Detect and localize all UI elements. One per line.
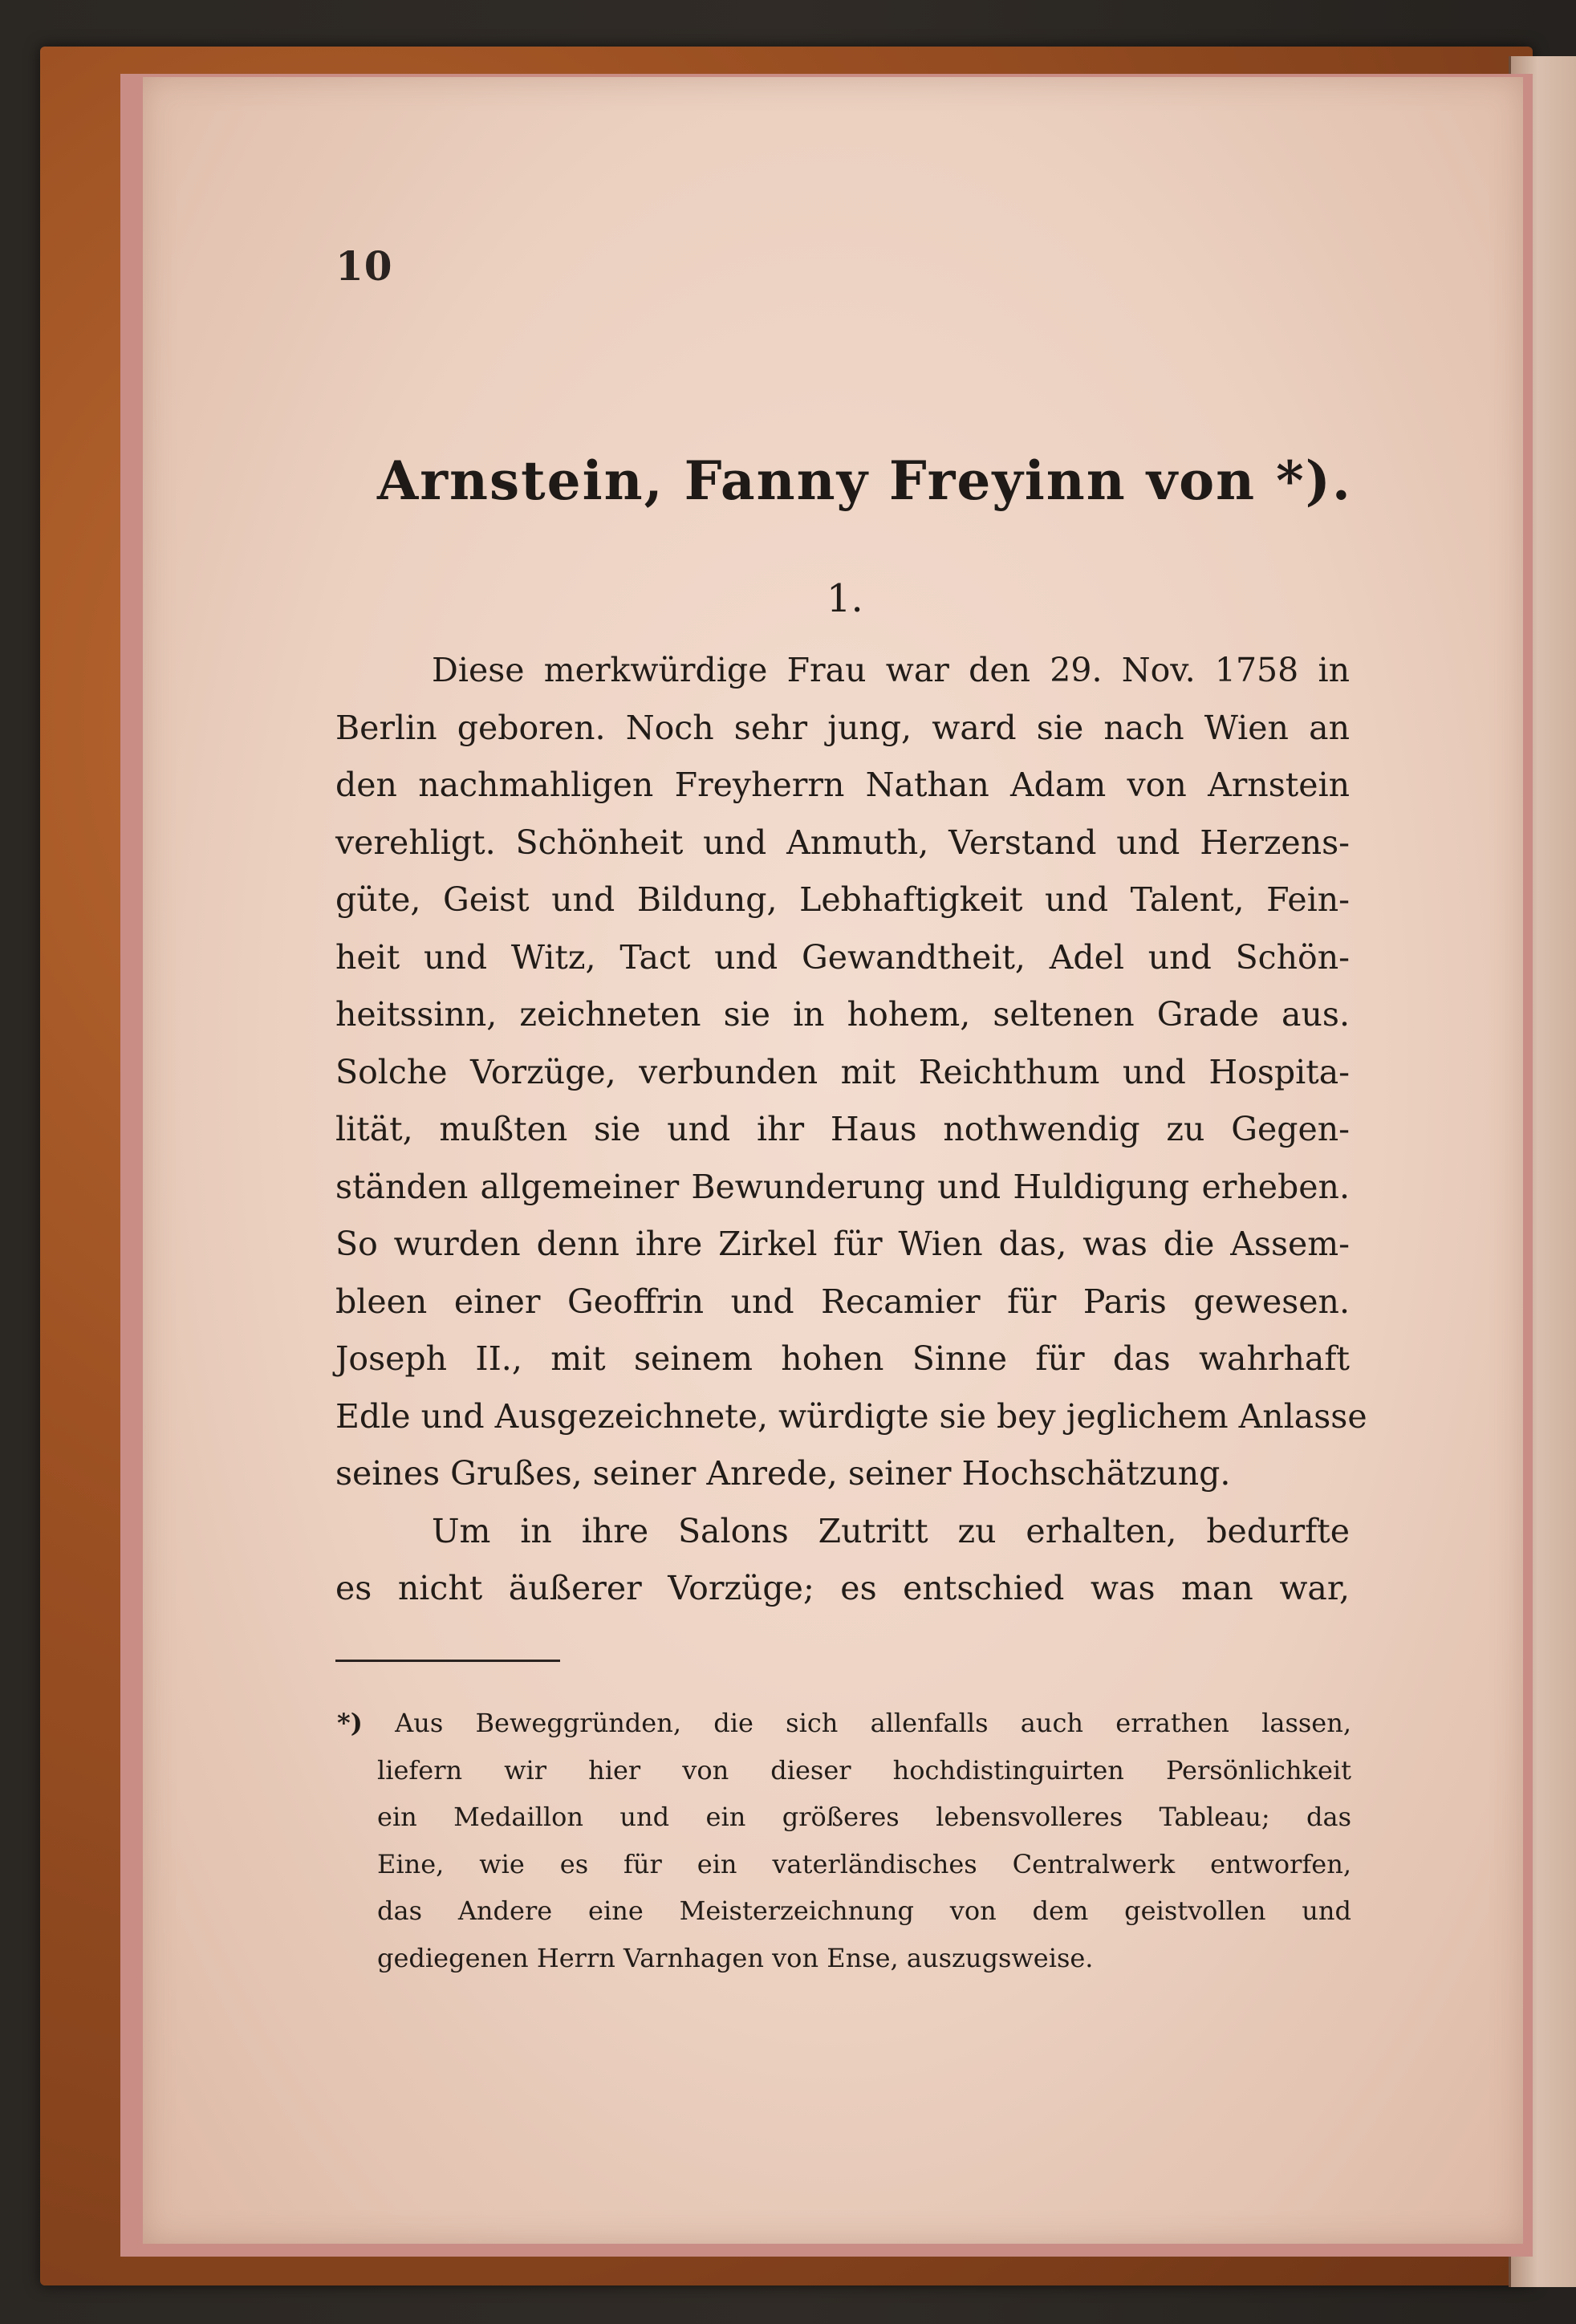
body-line: Solche Vorzüge, verbunden mit Reichthum und Hospita- — [335, 1052, 1350, 1091]
body-line: heit und Witz, Tact und Gewandtheit, Adel und Schön- — [335, 937, 1350, 977]
body-line: Edle und Ausgezeichnete, würdigte sie bey jeglichem Anlasse — [335, 1396, 1367, 1436]
body-line: Berlin geboren. Noch sehr jung, ward sie nach Wien an — [335, 708, 1350, 747]
page-number: 10 — [335, 242, 393, 290]
body-line: Um in ihre Salons Zutritt zu erhalten, bedurfte — [432, 1511, 1350, 1550]
body-line: ständen allgemeiner Bewunderung und Huldigung erheben. — [335, 1167, 1350, 1206]
body-line: So wurden denn ihre Zirkel für Wien das, was die Assem- — [335, 1225, 1350, 1263]
footnote-line-first — [337, 1700, 1351, 1747]
body-line: es nicht äußerer Vorzüge; es entschied was man war, — [335, 1569, 1350, 1607]
footnote-line: liefern wir hier von dieser hochdistinguirten Persönlichkeit — [377, 1754, 1351, 1786]
body-line: verehligt. Schönheit und Anmuth, Verstand und Herzens- — [335, 823, 1350, 862]
footnote — [337, 1700, 1352, 1981]
body-line: bleen einer Geoffrin und Recamier für Paris gewesen. — [335, 1282, 1350, 1321]
body-line: den nachmahligen Freyherrn Nathan Adam von Arnstein — [335, 766, 1350, 804]
page-title: Arnstein, Fanny Freyinn von *). — [377, 449, 1352, 512]
footnote-line: ein Medaillon und ein größeres lebensvolleres Tableau; das — [377, 1802, 1351, 1832]
body-line: Diese merkwürdige Frau war den 29. Nov. 1758 in — [432, 651, 1350, 689]
footnote-line: Eine, wie es für ein vaterländisches Centralwerk entworfen, — [377, 1848, 1351, 1879]
body-line: Joseph II., mit seinem hohen Sinne für das wahrhaft — [335, 1339, 1350, 1378]
footnote-line: das Andere eine Meisterzeichnung von dem geistvollen und — [377, 1895, 1351, 1926]
body-line: güte, Geist und Bildung, Lebhaftigkeit und Talent, Fein- — [335, 880, 1350, 919]
section-number: 1. — [827, 576, 863, 621]
body-text — [335, 642, 1367, 1618]
footnote-line: gediegenen Herrn Varnhagen von Ense, auszugsweise. — [377, 1942, 1094, 1973]
body-line: heitssinn, zeichneten sie in hohem, seltenen Grade aus. — [335, 995, 1350, 1034]
footnote-line: Aus Beweggründen, die sich allenfalls auch errathen lassen, — [395, 1708, 1352, 1738]
footnote-marker: *) — [337, 1708, 363, 1738]
footnote-divider — [335, 1660, 560, 1662]
body-line: seines Grußes, seiner Anrede, seiner Hochschätzung. — [335, 1454, 1231, 1493]
body-line: lität, mußten sie und ihr Haus nothwendig zu Gegen- — [335, 1110, 1350, 1148]
